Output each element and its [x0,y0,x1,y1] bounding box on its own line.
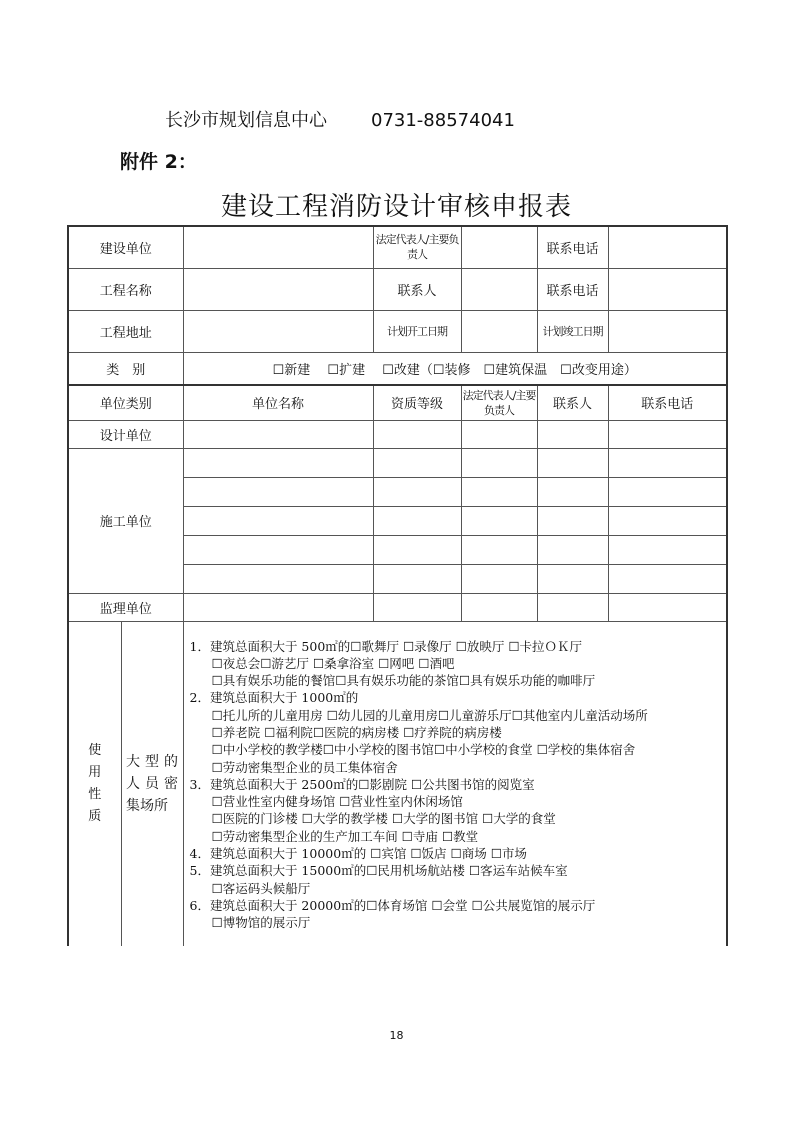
usage-option-line[interactable]: ☐托儿所的儿童用房 ☐幼儿园的儿童用房☐儿童游乐厅☐其他室内儿童活动场所 [211,707,648,723]
cell[interactable] [608,420,727,448]
usage-option-line[interactable]: ☐劳动密集型企业的员工集体宿舍 [211,759,398,775]
cell[interactable] [461,593,537,621]
col-legal-rep: 法定代表人/主要负责人 [461,385,537,420]
cell[interactable] [373,506,461,535]
cell[interactable] [537,593,608,621]
cell[interactable] [183,448,373,477]
label-legal-rep: 法定代表人/主要负责人 [373,226,461,268]
cell[interactable] [461,564,537,593]
application-form [67,225,728,946]
cell[interactable] [537,564,608,593]
table-row [68,593,727,621]
cell[interactable] [461,506,537,535]
header-line [165,106,515,132]
usage-option-line[interactable]: 1．建筑总面积大于 500㎡的☐歌舞厅 ☐录像厅 ☐放映厅 ☐卡拉ＯＫ厅 [189,638,583,654]
label-supervision-unit: 监理单位 [68,593,183,621]
table-row [68,448,727,477]
cell[interactable] [608,506,727,535]
usage-option-line[interactable]: 3．建筑总面积大于 2500㎡的☐影剧院 ☐公共图书馆的阅览室 [189,776,535,792]
phone-field[interactable] [608,226,727,268]
cell[interactable] [373,535,461,564]
label-builder: 建设单位 [68,226,183,268]
builder-field[interactable] [183,226,373,268]
cell[interactable] [608,535,727,564]
cell[interactable] [537,535,608,564]
usage-option-line[interactable]: ☐劳动密集型企业的生产加工车间 ☐寺庙 ☐教堂 [211,828,479,844]
address-field[interactable] [183,310,373,352]
usage-label-text: 使用性质 [88,742,102,824]
cell[interactable] [461,420,537,448]
usage-option-line[interactable]: ☐客运码头候船厅 [211,880,311,896]
cell[interactable] [183,506,373,535]
org-phone: 0731-88574041 [371,110,515,131]
usage-option-line[interactable]: ☐营业性室内健身场馆 ☐营业性室内休闲场馆 [211,794,463,810]
label-project-name: 工程名称 [68,268,183,310]
cell[interactable] [183,535,373,564]
col-unit-type: 单位类别 [68,385,183,420]
col-contact: 联系人 [537,385,608,420]
usage-option-line[interactable]: ☐医院的门诊楼 ☐大学的教学楼 ☐大学的图书馆 ☐大学的食堂 [211,811,556,827]
usage-options[interactable] [183,621,727,946]
usage-option-line[interactable]: ☐养老院 ☐福利院☐医院的病房楼 ☐疗养院的病房楼 [211,724,502,740]
label-usage [68,621,121,946]
cell[interactable] [373,564,461,593]
cell[interactable] [461,477,537,506]
cell[interactable] [537,448,608,477]
page-number: 18 [389,1029,404,1042]
cell[interactable] [537,506,608,535]
label-contact: 联系人 [373,268,461,310]
cell[interactable] [183,593,373,621]
col-phone: 联系电话 [608,385,727,420]
page-title: 建设工程消防设计审核申报表 [220,192,572,222]
cell[interactable] [183,477,373,506]
label-construction-unit: 施工单位 [68,448,183,593]
contact-field[interactable] [461,268,537,310]
cell[interactable] [608,593,727,621]
table-row [68,420,727,448]
end-date-field[interactable] [608,310,727,352]
cell[interactable] [537,477,608,506]
cell[interactable] [373,448,461,477]
col-qualification: 资质等级 [373,385,461,420]
usage-option-line[interactable]: 4．建筑总面积大于 10000㎡的 ☐宾馆 ☐饭店 ☐商场 ☐市场 [189,846,527,862]
cell[interactable] [183,564,373,593]
cell[interactable] [373,420,461,448]
label-phone: 联系电话 [537,226,608,268]
usage-option-line[interactable]: 5．建筑总面积大于 15000㎡的☐民用机场航站楼 ☐客运车站候车室 [189,863,568,879]
usage-type-text: 大型的人员密集场所 [126,753,178,814]
usage-option-line[interactable]: ☐中小学校的教学楼☐中小学校的图书馆☐中小学校的食堂 ☐学校的集体宿舍 [211,742,636,758]
usage-option-line[interactable]: ☐夜总会☐游艺厅 ☐桑拿浴室 ☐网吧 ☐酒吧 [211,655,455,671]
col-unit-name: 单位名称 [183,385,373,420]
start-date-field[interactable] [461,310,537,352]
label-end-date: 计划竣工日期 [537,310,608,352]
label-start-date: 计划开工日期 [373,310,461,352]
project-name-field[interactable] [183,268,373,310]
usage-option-line[interactable]: ☐具有娱乐功能的餐馆☐具有娱乐功能的茶馆☐具有娱乐功能的咖啡厅 [211,673,596,689]
cell[interactable] [183,420,373,448]
legal-rep-field[interactable] [461,226,537,268]
cell[interactable] [373,477,461,506]
cell[interactable] [608,477,727,506]
cell[interactable] [461,535,537,564]
label-design-unit: 设计单位 [68,420,183,448]
cell[interactable] [537,420,608,448]
label-usage-type [121,621,183,946]
org-name: 长沙市规划信息中心 [165,110,327,131]
category-options[interactable]: ☐新建 ☐扩建 ☐改建（☐装修 ☐建筑保温 ☐改变用途） [183,352,727,385]
label-phone-2: 联系电话 [537,268,608,310]
label-address: 工程地址 [68,310,183,352]
usage-option-line[interactable]: 2．建筑总面积大于 1000㎡的 [189,690,359,706]
cell[interactable] [461,448,537,477]
attachment-label: 附件 2： [120,151,197,173]
label-category: 类 别 [68,352,183,385]
usage-option-line[interactable]: ☐博物馆的展示厅 [211,915,311,931]
cell[interactable] [373,593,461,621]
cell[interactable] [608,448,727,477]
usage-option-line[interactable]: 6．建筑总面积大于 20000㎡的☐体育场馆 ☐会堂 ☐公共展览馆的展示厅 [189,897,596,913]
phone-field-2[interactable] [608,268,727,310]
cell[interactable] [608,564,727,593]
